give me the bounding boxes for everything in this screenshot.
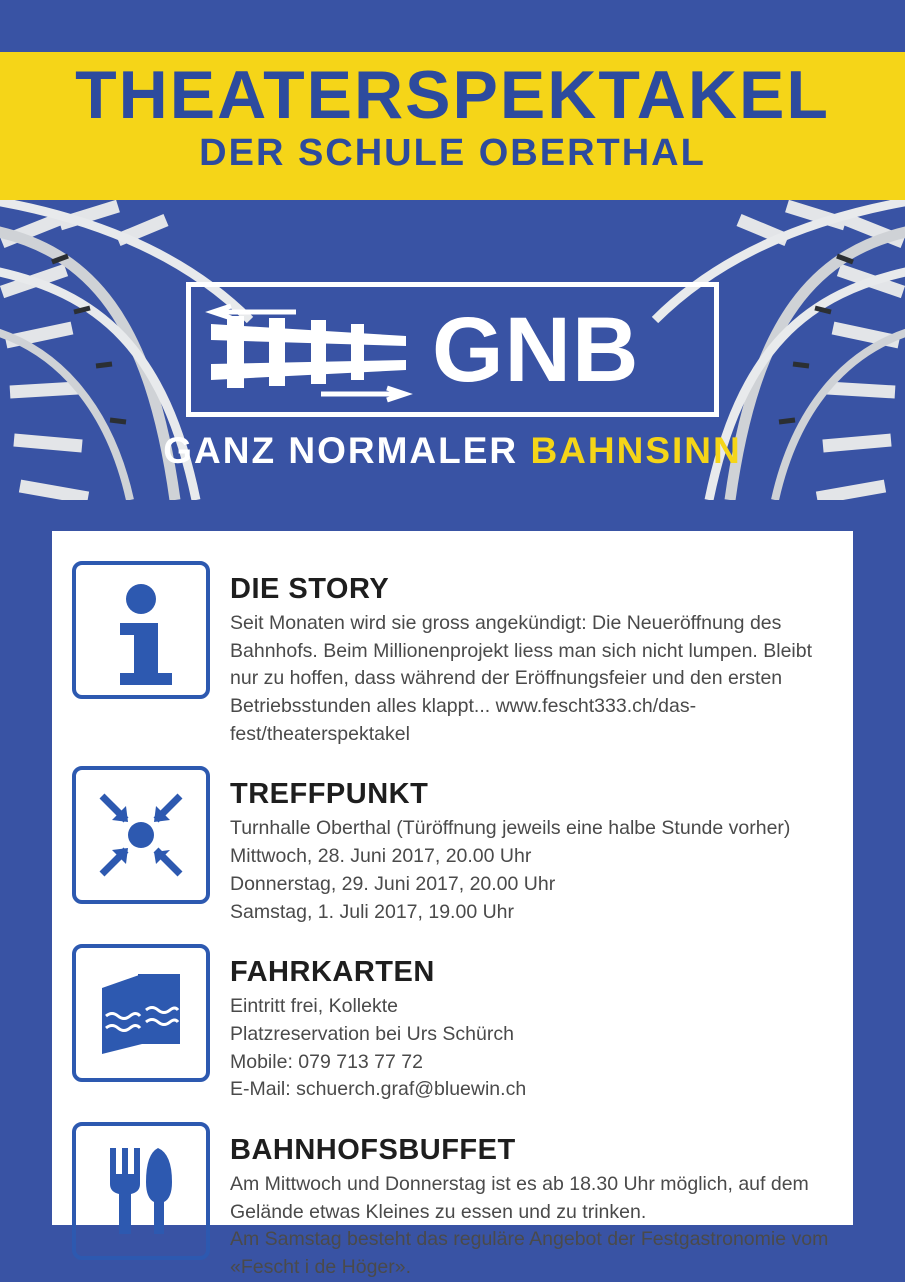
section-fahrkarten: [70, 944, 829, 1104]
section-line: Platzreservation bei Urs Schürch: [230, 1022, 514, 1045]
section-line: Gelände etwas Kleines zu essen und zu trinken.: [230, 1200, 647, 1223]
ticket-icon: [72, 944, 210, 1082]
section-title: BAHNHOFSBUFFET: [230, 1133, 516, 1166]
section-line: Am Mittwoch und Donnerstag ist es ab 18.30 Uhr möglich, auf dem: [230, 1172, 809, 1195]
meeting-point-icon: [72, 766, 210, 904]
section-line: Eintritt frei, Kollekte: [230, 995, 398, 1018]
section-body: [230, 1122, 828, 1282]
section-body: [230, 944, 526, 1104]
poster-banner: [0, 52, 905, 200]
train-rail-icon: [201, 290, 426, 410]
section-title: DIE STORY: [230, 573, 390, 605]
logo-caption-normal: GANZ NORMALER: [163, 430, 531, 471]
section-line: Donnerstag, 29. Juni 2017, 20.00 Uhr: [230, 872, 556, 895]
section-die-story: [70, 561, 829, 748]
logo-caption-highlight: BAHNSINN: [530, 430, 742, 471]
section-paragraph: Seit Monaten wird sie gross angekündigt: Die Neueröffnung des Bahnhofs. Beim Millionenprojekt liess man sich nicht lumpen. Bleibt nur zu hoffen, dass während der Eröffnungsfeier und den ersten Betriebsstunden alles klappt... www.fescht333.ch/das-fest/theaterspektakel: [230, 612, 813, 745]
section-bahnhofsbuffet: [70, 1122, 829, 1282]
section-treffpunkt: [70, 766, 829, 926]
section-line: Am Samstag besteht das reguläre Angebot der Festgastronomie vom: [230, 1228, 829, 1251]
page-title: THEATERSPEKTAKEL: [75, 57, 830, 133]
information-icon: [72, 561, 210, 699]
section-line: Turnhalle Oberthal (Türöffnung jeweils eine halbe Stunde vorher): [230, 817, 791, 840]
section-body: [230, 561, 829, 748]
gnb-logo: [186, 282, 719, 417]
section-line: «Fescht i de Höger».: [230, 1256, 412, 1278]
section-title: FAHRKARTEN: [230, 956, 435, 989]
page-subtitle: DER SCHULE OBERTHAL: [199, 132, 706, 175]
logo-text: GNB: [432, 298, 640, 401]
section-line: Mobile: 079 713 77 72: [230, 1050, 423, 1073]
section-body: [230, 766, 790, 926]
logo-caption: [0, 430, 905, 472]
info-card: [52, 531, 853, 1278]
section-line: E-Mail: schuerch.graf@bluewin.ch: [230, 1078, 527, 1101]
section-title: TREFFPUNKT: [230, 778, 429, 811]
cutlery-icon: [72, 1122, 210, 1260]
section-line: Samstag, 1. Juli 2017, 19.00 Uhr: [230, 900, 514, 923]
section-line: Mittwoch, 28. Juni 2017, 20.00 Uhr: [230, 845, 532, 868]
